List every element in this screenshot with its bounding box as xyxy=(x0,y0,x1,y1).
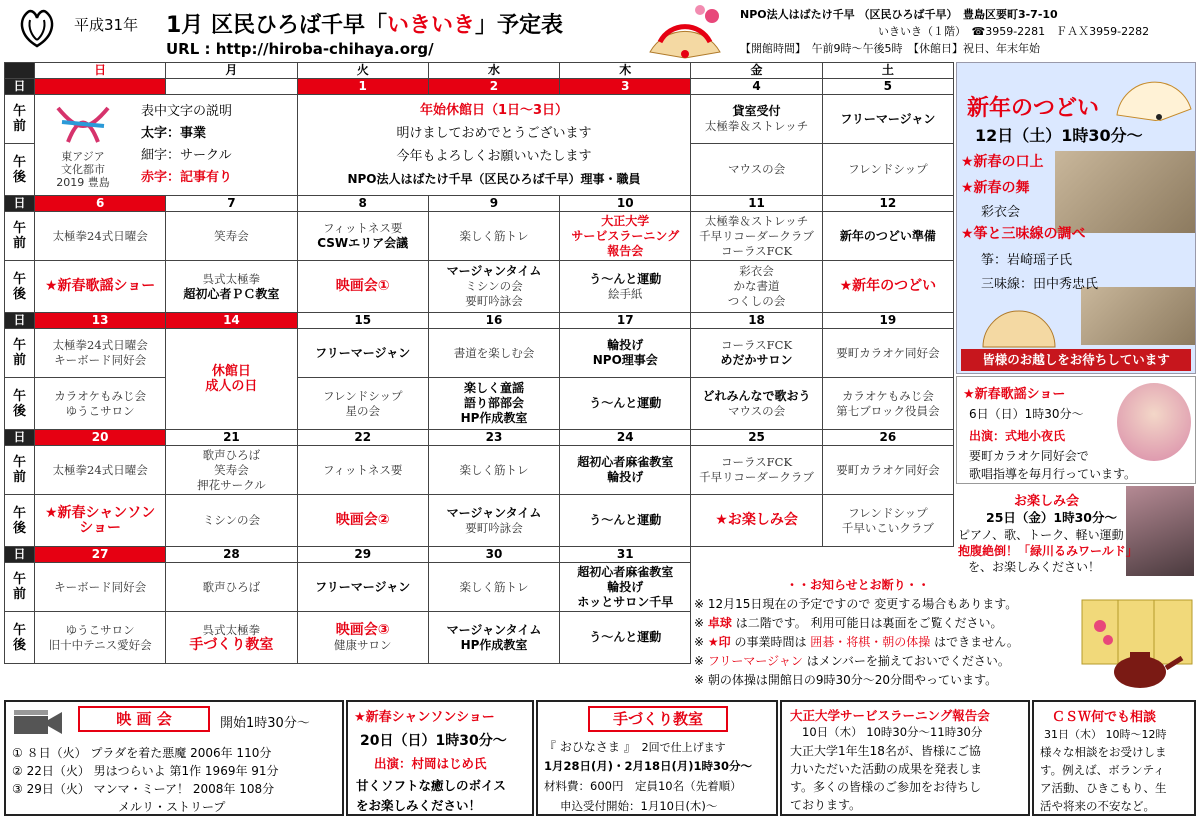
schedule-cell xyxy=(822,95,953,144)
date-cell: 16 xyxy=(428,313,559,329)
date-cell xyxy=(166,79,297,95)
date-row xyxy=(5,196,954,212)
event-label: ★新年のつどい xyxy=(839,278,937,294)
newyear-date: 12日（土）1時30分～ xyxy=(975,126,1143,145)
schedule-cell xyxy=(428,446,559,495)
weekday-6: 土 xyxy=(822,63,953,79)
event-label: 映画会① xyxy=(335,278,390,294)
date-cell: 4 xyxy=(691,79,822,95)
schedule-cell xyxy=(35,563,166,612)
schedule-cell xyxy=(166,446,297,495)
date-cell: 3 xyxy=(560,79,691,95)
craft-apply: 申込受付開始：1月10日(木)～ xyxy=(560,799,718,813)
event-label: カラオケもみじ会 xyxy=(841,388,934,403)
event-label: マウスの会 xyxy=(727,162,786,176)
date-cell: 6 xyxy=(35,196,166,212)
knot-logo-icon xyxy=(48,102,118,146)
chanson-desc-2: をお楽しみください！ xyxy=(356,798,482,813)
event-label: マージャンタイム xyxy=(446,264,542,278)
date-cell: 31 xyxy=(560,547,691,563)
date-cell: 29 xyxy=(297,547,428,563)
holiday-cell: 休館日 成人の日 xyxy=(166,329,297,430)
event-label: フリーマージャン xyxy=(315,345,411,360)
schedule-cell xyxy=(428,212,559,261)
event-label: う～んと運動 xyxy=(589,271,662,286)
legend-cell xyxy=(35,95,298,196)
date-cell: 10 xyxy=(560,196,691,212)
newyear-shamisen: 三味線：田中秀忠氏 xyxy=(981,277,1099,292)
event-label: つくしの会 xyxy=(727,294,786,308)
weekday-header xyxy=(5,63,954,79)
weekday-5: 金 xyxy=(691,63,822,79)
schedule-cell xyxy=(822,378,953,430)
event-label: 楽しく筋トレ xyxy=(459,579,529,594)
event-label: どれみんなで歌おう xyxy=(702,388,811,403)
schedule-cell xyxy=(166,261,297,313)
date-cell: 22 xyxy=(297,430,428,446)
event-label: コーラスFCK xyxy=(721,243,793,258)
am-label: 午 前 xyxy=(5,212,35,261)
am-row xyxy=(5,329,954,378)
pm-row xyxy=(5,261,954,313)
schedule-cell xyxy=(297,495,428,547)
movie-3: ③ 29日（火） マンマ・ミーア！ 2008年 108分 xyxy=(12,782,275,796)
event-label: キーボード同好会 xyxy=(54,353,147,367)
schedule-cell xyxy=(428,329,559,378)
date-cell: 19 xyxy=(822,313,953,329)
movie-start: 開始1時30分～ xyxy=(220,716,310,731)
movie-box xyxy=(4,700,344,816)
date-cell: 9 xyxy=(428,196,559,212)
event-label: コーラスFCK xyxy=(721,338,793,352)
schedule-cell xyxy=(822,329,953,378)
newyear-item-2-sub: 彩衣会 xyxy=(981,205,1021,220)
schedule-cell xyxy=(691,378,822,430)
event-label: 超初心者麻雀教室 xyxy=(577,564,674,579)
schedule-cell xyxy=(691,212,822,261)
taisho-desc-1: 大正大学1年生18名が、皆様にご協 xyxy=(790,744,981,758)
date-cell: 8 xyxy=(297,196,428,212)
am-row xyxy=(5,446,954,495)
page-title: 1月 区民ひろば千早「いきいき」予定表 xyxy=(166,13,563,38)
event-label: 要町吟詠会 xyxy=(465,520,523,535)
notice-item-4: ※ フリーマージャン はメンバーを揃えておいでください。 xyxy=(694,654,1010,668)
schedule-cell xyxy=(35,446,166,495)
song-cast: 出演：式地小夜氏 xyxy=(969,429,1066,443)
event-label: 輪投げ xyxy=(607,338,644,352)
chanson-title: ★新春シャンソンショー xyxy=(354,710,495,725)
csw-desc-4: 活や将来の不安など。 xyxy=(1040,799,1155,813)
schedule-cell xyxy=(691,329,822,378)
date-cell: 1 xyxy=(297,79,428,95)
am-label: 午 前 xyxy=(5,446,35,495)
schedule-cell xyxy=(560,563,691,612)
date-cell: 13 xyxy=(35,313,166,329)
schedule-cell xyxy=(166,612,297,664)
schedule-cell xyxy=(822,446,953,495)
event-label: 歌声ひろば xyxy=(202,579,261,594)
date-cell: 11 xyxy=(691,196,822,212)
fun-date: 25日（金）1時30分～ xyxy=(986,510,1117,525)
event-label: 輪投げ xyxy=(607,579,644,594)
schedule-cell xyxy=(297,563,428,612)
schedule-cell xyxy=(822,144,953,196)
schedule-cell xyxy=(35,495,166,547)
event-label: 要町カラオケ同好会 xyxy=(836,345,940,360)
event-label: 千早リコーダークラブ xyxy=(699,228,814,243)
legend-thin: 細字：サークル xyxy=(141,148,232,163)
schedule-cell xyxy=(35,329,166,378)
craft-box xyxy=(536,700,778,816)
pm-label: 午 後 xyxy=(5,495,35,547)
event-label: ゆうこサロン xyxy=(65,622,135,637)
event-label: 歌声ひろば xyxy=(202,447,261,462)
event-label: 太極拳24式日曜会 xyxy=(52,462,148,477)
event-label: CSWエリア会議 xyxy=(317,236,409,250)
am-row xyxy=(5,95,954,144)
craft-theme: 『 おひなさま 』 xyxy=(544,740,630,754)
event-label: マージャンタイム xyxy=(446,622,542,637)
song-desc-2: 歌唱指導を毎月行っています。 xyxy=(969,467,1137,481)
corner-cell xyxy=(5,63,35,79)
fun-desc-1: ピアノ、歌、トーク、軽い運動 xyxy=(958,528,1124,542)
notice-item-3: ※ ★印 の事業時間は 囲碁・将棋・朝の体操 はできません。 xyxy=(694,635,1019,649)
singer-photo xyxy=(1117,383,1191,461)
newyear-title: 新年のつどい xyxy=(967,96,1100,121)
event-label: フィットネス要 xyxy=(322,462,403,477)
schedule-cell xyxy=(297,378,428,430)
date-cell: 26 xyxy=(822,430,953,446)
event-label: HP作成教室 xyxy=(460,411,528,425)
schedule-cell xyxy=(691,144,822,196)
koto-photo xyxy=(1081,287,1195,345)
taisho-date: 10日（木） 10時30分～11時30分 xyxy=(802,725,983,739)
event-label: フリーマージャン xyxy=(840,111,936,126)
schedule-cell xyxy=(35,378,166,430)
event-label: 語り部部会 xyxy=(463,396,524,410)
event-label: 映画会③ xyxy=(335,621,390,638)
movie-title: 映 画 会 xyxy=(78,706,210,732)
event-label: 映画会② xyxy=(335,512,390,528)
event-label: 笑寿会 xyxy=(214,462,249,477)
date-cell: 7 xyxy=(166,196,297,212)
pm-label: 午 後 xyxy=(5,261,35,313)
event-label: 超初心者ＰＣ教室 xyxy=(183,286,280,301)
movie-2: ② 22日（火） 男はつらいよ 第1作 1969年 91分 xyxy=(12,764,279,778)
event-label: フレンドシップ xyxy=(848,162,928,176)
newyear-event-panel xyxy=(956,62,1196,374)
schedule-cell xyxy=(560,378,691,430)
event-label: コーラスFCK xyxy=(721,455,793,469)
date-cell: 2 xyxy=(428,79,559,95)
legend-title: 表中文字の説明 xyxy=(141,104,233,119)
date-cell: 12 xyxy=(822,196,953,212)
taisho-box xyxy=(780,700,1030,816)
event-label: マウスの会 xyxy=(727,403,786,418)
day-label: 日 xyxy=(5,79,35,95)
schedule-cell xyxy=(428,612,559,664)
weekday-4: 木 xyxy=(560,63,691,79)
weekday-0: 日 xyxy=(35,63,166,79)
event-label: ★新春歌謡ショー xyxy=(45,278,156,294)
fun-event-panel xyxy=(956,486,1196,576)
date-cell: 17 xyxy=(560,313,691,329)
chanson-box xyxy=(346,700,534,816)
schedule-cell xyxy=(297,329,428,378)
event-label: 報告会 xyxy=(607,243,644,258)
pm-label: 午 後 xyxy=(5,144,35,196)
date-cell: 14 xyxy=(166,313,297,329)
event-label: キーボード同好会 xyxy=(54,579,147,594)
schedule-cell xyxy=(560,261,691,313)
schedule-cell xyxy=(691,261,822,313)
taisho-desc-3: す。多くの皆様のご参加をお待ちし xyxy=(790,780,982,794)
event-label: 千早リコーダークラブ xyxy=(699,470,814,484)
date-row xyxy=(5,79,954,95)
schedule-cell xyxy=(428,378,559,430)
song-title: ★新春歌謡ショー xyxy=(963,387,1066,402)
day-label: 日 xyxy=(5,313,35,329)
date-cell: 24 xyxy=(560,430,691,446)
schedule-cell xyxy=(35,212,166,261)
event-label: 笑寿会 xyxy=(214,228,249,243)
event-label: 超初心者麻雀教室 xyxy=(577,455,674,469)
event-label: 手づくり教室 xyxy=(189,636,274,653)
fan-icon xyxy=(1107,65,1195,121)
notice-item-5: ※ 朝の体操は開館日の9時30分～20分間やっています。 xyxy=(694,673,998,687)
schedule-cell xyxy=(560,495,691,547)
event-label: 太極拳＆ストレッチ xyxy=(704,119,809,133)
event-label: 太極拳24式日曜会 xyxy=(52,228,148,243)
date-cell: 15 xyxy=(297,313,428,329)
fan-icon xyxy=(979,309,1059,349)
event-label: カラオケもみじ会 xyxy=(54,388,147,403)
culture-city-logo: 東アジア 文化都市 2019 豊島 xyxy=(35,102,131,189)
date-cell: 23 xyxy=(428,430,559,446)
notice-section xyxy=(694,576,1074,696)
date-row xyxy=(5,313,954,329)
song-desc-1: 要町カラオケ同好会で xyxy=(969,449,1089,463)
header-org-info: NPO法人はばたけ千早 （区民ひろば千早） 豊島区要町3-7-10 いきいき（１階） ☎3959-2281 ＦＡＸ3959-2282 【開館時間】 午前9時～午後5時 【休館日】祝日、年末年始 xyxy=(740,8,1150,55)
notice-item-1: ※ 12月15日現在の予定ですので 変更する場合もあります。 xyxy=(694,597,1018,611)
event-label: 輪投げ xyxy=(607,470,644,484)
event-label: NPO理事会 xyxy=(592,353,658,367)
am-row xyxy=(5,212,954,261)
date-cell: 5 xyxy=(822,79,953,95)
header-era: 平成31年 xyxy=(74,16,139,34)
chanson-date: 20日（日）1時30分～ xyxy=(360,733,507,749)
taisho-title: 大正大学サービスラーニング報告会 xyxy=(790,708,990,723)
performer-photo xyxy=(1126,486,1194,576)
event-label: フレンドシップ xyxy=(848,505,928,520)
event-label: 彩衣会 xyxy=(739,264,774,278)
schedule-cell xyxy=(691,95,822,144)
event-label: ショー xyxy=(79,519,121,536)
schedule-cell xyxy=(560,446,691,495)
event-label: フレンドシップ xyxy=(322,388,403,403)
event-label: フィットネス要 xyxy=(322,221,403,235)
event-label: 呉式太極拳 xyxy=(202,271,261,286)
craft-note: 2回で仕上げます xyxy=(641,741,726,754)
date-row xyxy=(5,430,954,446)
teapot-screen-icon xyxy=(1078,596,1196,694)
pm-label: 午 後 xyxy=(5,612,35,664)
schedule-cell xyxy=(822,212,953,261)
hiroba-logo-icon xyxy=(14,6,60,50)
schedule-cell xyxy=(691,495,822,547)
schedule-cell xyxy=(297,212,428,261)
day-label: 日 xyxy=(5,547,35,563)
csw-box xyxy=(1032,700,1196,816)
event-label: 健康サロン xyxy=(333,637,392,652)
schedule-cell xyxy=(560,329,691,378)
film-icon xyxy=(12,708,64,736)
event-label: 押花サークル xyxy=(197,477,266,492)
fun-title: お楽しみ会 xyxy=(1014,494,1080,509)
taisho-desc-2: 力いただいた活動の成果を発表しま xyxy=(790,762,983,776)
notice-title: ・・お知らせとお断り・・ xyxy=(786,578,930,592)
craft-dates: 1月28日(月)・2月18日(月)1時30分～ xyxy=(544,759,753,773)
song-show-panel xyxy=(956,376,1196,484)
event-label: ミシンの会 xyxy=(465,279,523,293)
craft-fee: 材料費：600円 定員10名（先着順） xyxy=(544,779,742,793)
csw-desc-2: す。例えば、ボランティ xyxy=(1040,763,1165,777)
day-label: 日 xyxy=(5,430,35,446)
newyear-item-2: ★新春の舞 xyxy=(961,180,1030,196)
event-label: めだかサロン xyxy=(720,353,793,367)
event-label: かな書道 xyxy=(733,279,780,293)
event-label: フリーマージャン xyxy=(315,579,411,594)
weekday-3: 水 xyxy=(428,63,559,79)
craft-title: 手づくり教室 xyxy=(588,706,728,732)
event-label: 大正大学 xyxy=(601,213,650,228)
date-cell: 30 xyxy=(428,547,559,563)
pm-row xyxy=(5,378,954,430)
event-label: ホッとサロン千早 xyxy=(577,594,674,609)
schedule-cell xyxy=(35,261,166,313)
event-label: 楽しく筋トレ xyxy=(459,462,529,477)
schedule-cell xyxy=(166,495,297,547)
event-label: ★新春シャンソン xyxy=(45,504,156,521)
schedule-cell xyxy=(691,446,822,495)
event-label: 要町吟詠会 xyxy=(465,294,523,308)
event-label: う～んと運動 xyxy=(589,513,662,527)
newyear-item-1: ★新春の口上 xyxy=(961,154,1044,170)
legend-bold: 太字：事業 xyxy=(141,126,207,141)
weekday-2: 火 xyxy=(297,63,428,79)
calendar-table xyxy=(4,62,954,664)
event-label: ゆうこサロン xyxy=(65,403,135,418)
schedule-cell xyxy=(297,612,428,664)
newyear-closed-cell: 年始休館日（1日～3日） 明けましておめでとうございます 今年もよろしくお願いいたします NPO法人はばたけ千早（区民ひろば千早）理事・職員 xyxy=(297,95,691,196)
event-label: 新年のつどい準備 xyxy=(839,228,936,243)
date-cell xyxy=(35,79,166,95)
event-label: マージャンタイム xyxy=(446,505,542,520)
event-label: 第七ブロック役員会 xyxy=(836,403,940,418)
schedule-cell xyxy=(822,261,953,313)
fun-desc-3: を、お楽しみください！ xyxy=(968,560,1101,574)
date-row xyxy=(5,547,954,563)
taisho-desc-4: ております。 xyxy=(790,798,862,812)
movie-1: ① ８日（火） プラダを着た悪魔 2006年 110分 xyxy=(12,746,272,760)
weekday-1: 月 xyxy=(166,63,297,79)
schedule-cell xyxy=(166,563,297,612)
header-url[interactable]: URL : http://hiroba-chihaya.org/ xyxy=(166,40,434,58)
dance-photo xyxy=(1055,151,1195,233)
event-label: 星の会 xyxy=(345,403,380,418)
event-label: う～んと運動 xyxy=(589,630,662,644)
event-label: 絵手紙 xyxy=(608,286,643,301)
schedule-cell xyxy=(35,612,166,664)
event-label: サービスラーニング xyxy=(571,228,680,243)
event-label: 太極拳＆ストレッチ xyxy=(704,213,809,228)
csw-desc-1: 様々な相談をお受けしま xyxy=(1040,745,1167,759)
csw-date: 31日（木） 10時～12時 xyxy=(1044,728,1167,741)
empty-cell xyxy=(691,547,954,563)
pm-label: 午 後 xyxy=(5,378,35,430)
movie-3-cast: メルリ・ストリープ xyxy=(118,800,226,814)
folding-fan-icon xyxy=(640,2,730,60)
date-cell: 28 xyxy=(166,547,297,563)
schedule-cell xyxy=(428,495,559,547)
chanson-cast: 出演：村岡はじめ氏 xyxy=(374,756,487,771)
day-label: 日 xyxy=(5,196,35,212)
event-label: 旧十中テニス愛好会 xyxy=(48,637,152,652)
am-label: 午 前 xyxy=(5,563,35,612)
pm-row xyxy=(5,495,954,547)
schedule-cell xyxy=(428,563,559,612)
date-cell: 27 xyxy=(35,547,166,563)
am-label: 午 前 xyxy=(5,95,35,144)
event-label: 楽しく筋トレ xyxy=(459,228,529,243)
song-date: 6日（日）1時30分～ xyxy=(969,407,1084,421)
event-label: 要町カラオケ同好会 xyxy=(836,462,940,477)
schedule-cell xyxy=(560,612,691,664)
chanson-desc-1: 甘くソフトな癒しのボイス xyxy=(356,778,506,793)
legend-red: 赤字：記事有り xyxy=(141,170,233,185)
date-cell: 25 xyxy=(691,430,822,446)
schedule-cell xyxy=(428,261,559,313)
event-label: 千早いこいクラブ xyxy=(841,520,934,535)
schedule-cell xyxy=(297,261,428,313)
notice-item-2: ※ 卓球 は二階です。 利用可能日は裏面をご覧ください。 xyxy=(694,616,1003,630)
newyear-banner: 皆様のお越しをお待ちしています xyxy=(961,349,1191,371)
am-label: 午 前 xyxy=(5,329,35,378)
event-label: う～んと運動 xyxy=(589,396,662,410)
event-label: 貸室受付 xyxy=(732,104,781,118)
event-label: HP作成教室 xyxy=(460,637,528,652)
schedule-cell xyxy=(560,212,691,261)
newyear-koto: 筝：岩崎瑶子氏 xyxy=(981,253,1073,268)
csw-desc-3: ア活動、ひきこもり、生 xyxy=(1040,781,1167,795)
newyear-item-3: ★筝と三味線の調べ xyxy=(961,226,1086,242)
event-label: ミシンの会 xyxy=(202,513,261,527)
event-label: 楽しく童謡 xyxy=(463,381,524,395)
schedule-cell xyxy=(166,212,297,261)
event-label: 太極拳24式日曜会 xyxy=(52,338,148,352)
csw-title: ＣＳＷ何でも相談 xyxy=(1052,710,1157,725)
event-label: 呉式太極拳 xyxy=(202,622,261,637)
schedule-cell xyxy=(297,446,428,495)
event-label: 書道を楽しむ会 xyxy=(453,345,535,360)
schedule-cell xyxy=(822,495,953,547)
date-cell: 20 xyxy=(35,430,166,446)
fun-desc-2: 抱腹絶倒！「緑川るみワールド」 xyxy=(958,544,1138,558)
event-label: ★お楽しみ会 xyxy=(715,512,798,528)
date-cell: 18 xyxy=(691,313,822,329)
date-cell: 21 xyxy=(166,430,297,446)
